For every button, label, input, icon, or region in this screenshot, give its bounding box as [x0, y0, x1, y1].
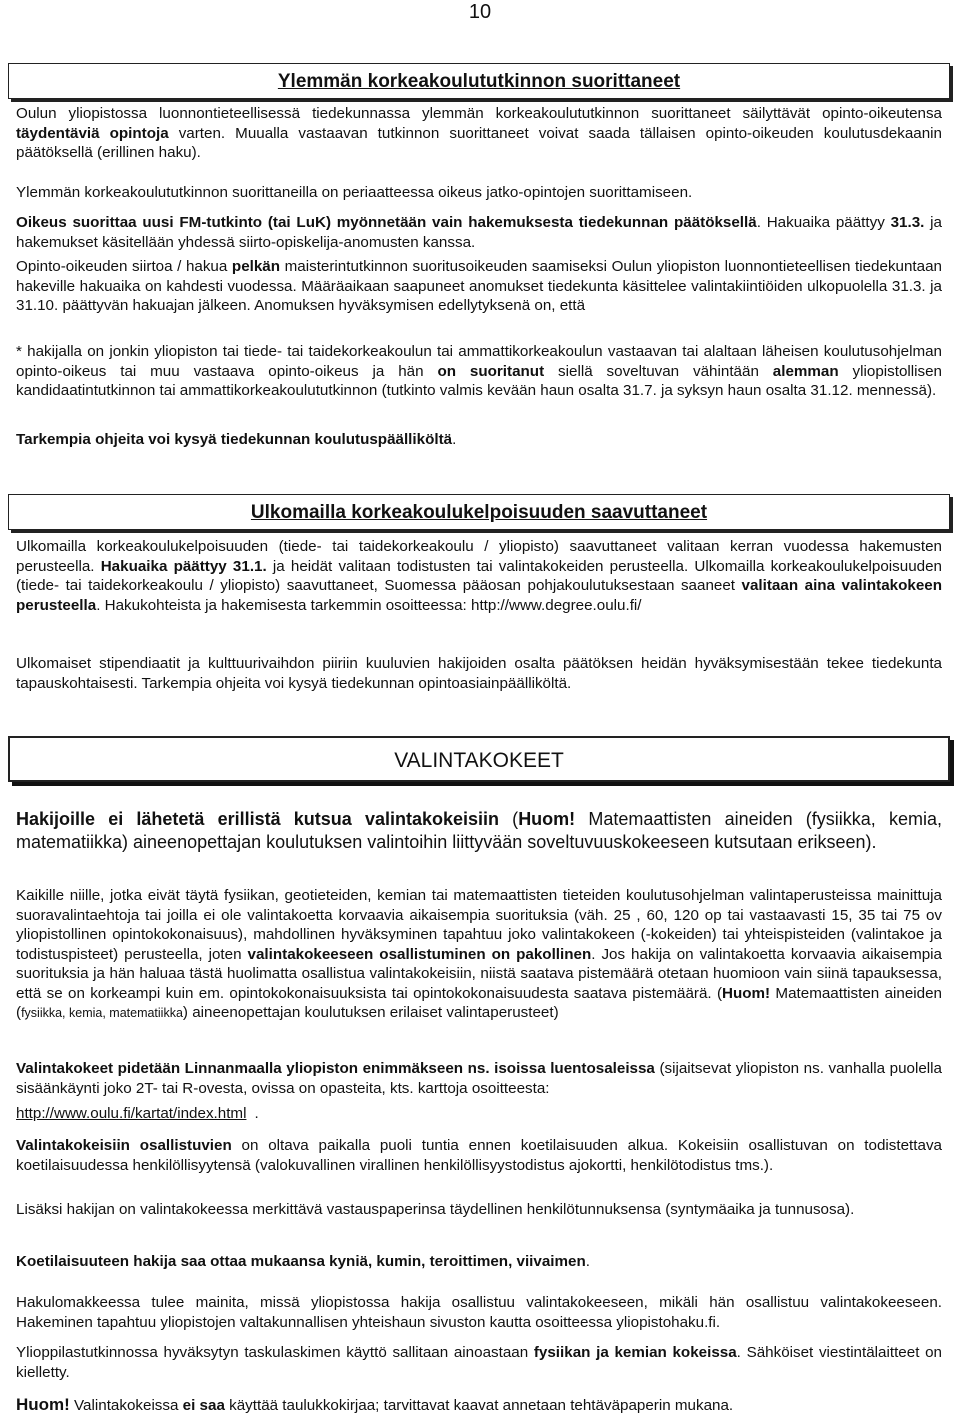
bold-text: valitaan aina valintakokeen perusteella: [16, 577, 942, 614]
text: Matemaattisten aineiden (fysiikka, kemia, matematiikka) aineenopettajan koulutuksen valintoihin liittyvään soveltuvuuskokeeseen kutsutaan erikseen).: [16, 809, 942, 852]
paragraph: [16, 430, 942, 450]
bold-text: Hakijoille ei lähetetä erillistä kutsua valintakokeisiin: [16, 809, 500, 829]
bold-text: Huom!: [518, 809, 576, 829]
text: Oulun yliopistossa luonnontieteellisessä tiedekunnassa ylemmän korkeakoulututkinnon suorittaneet säilyttävät opinto-oikeutensa: [16, 105, 942, 122]
text: Opinto-oikeuden siirtoa / hakua: [16, 258, 232, 275]
text: Matemaattisten aineiden (: [16, 984, 942, 1021]
bold-text: alemman: [772, 362, 839, 380]
paragraph: [16, 537, 942, 615]
text: . Hakukohteista ja hakemisesta tarkemmin osoitteessa: http://www.degree.oulu.fi/: [96, 596, 642, 614]
bold-text: Oikeus suorittaa uusi FM-tutkinto (tai LuK) myönnetään vain hakemuksesta tiedekunnan päätöksellä: [16, 214, 757, 231]
bold-text: Koetilaisuuteen hakija saa ottaa mukaansa kyniä, kumin, teroittimen, viivaimen: [16, 1253, 586, 1270]
paragraph: [16, 1104, 942, 1124]
text: ) aineenopettajan koulutuksen erilaiset valintaperusteet): [182, 1004, 559, 1021]
paragraph: Ulkomaiset stipendiaatit ja kulttuurivaihdon piiriin kuuluvien hakijoiden osalta päätöksen heidän hyväksymisestään tekee tiedekunta tapauskohtaisesti. Tarkempia ohjeita voi kysyä tiedekunnan opintoasiainpäälliköltä.: [16, 655, 942, 692]
paragraph: [16, 1059, 942, 1098]
section-heading: Ulkomailla korkeakoulukelpoisuuden saavuttaneet: [250, 502, 708, 523]
bold-text: 31.3.: [890, 214, 925, 231]
text: Kaikille niille, jotka eivät täytä fysiikan, geotieteiden, kemian tai matemaattisten tieteiden koulutusohjelman valintaperusteissa mainittuja suoravalintaehtoja tai joilla ei ole valintakoetta korvaavia aikaisempia suorituksia (väh. 25 , 60, 120 op tai vastaavasti 15, 35 tai 75 ov yliopistollinen opintokokonaisuus), mahdollinen hyväksyminen tapahtuu joko valintakokeen (-kokeiden) tai yhteispisteiden (valintakoe ja todistuspisteet) perusteella, joten: [16, 887, 942, 963]
paragraph: [16, 257, 942, 316]
text: .: [254, 1105, 259, 1122]
text: yliopistollisen kandidaatintutkinnon tai ammattikorkeakoulututkinnon (tutkinto valmis kevään haun osalta 31.7. ja syksyn haun osalta 31.12. mennessä).: [16, 362, 943, 399]
bold-text: Huom!: [16, 1395, 70, 1414]
text: .: [452, 431, 457, 448]
text: * hakijalla on jonkin yliopiston tai tiede- tai taidekorkeakoulun tai ammattikorkeakoulun vastaavan tai alaltaan läheisen koulutusohjelman opinto-oikeus tai muu vastaava opinto-oikeus ja hän: [16, 343, 942, 380]
bold-text: Valintakokeisiin osallistuvien: [16, 1137, 232, 1154]
paragraph: [16, 1252, 942, 1272]
paragraph: Hakulomakkeessa tulee mainita, missä yliopistossa hakija osallistuu valintakokeeseen, mikäli hän osallistuu valintakokeeseen. Hakeminen tapahtuu yliopistojen valtakunnallisen yhteishaun sivuston kautta osoitteessa yliopistohaku.fi.: [16, 1294, 942, 1331]
paragraph: [16, 808, 942, 854]
text: on oltava paikalla puoli tuntia ennen koetilaisuuden alkua. Kokeisiin osallistuvan on todistettava koetilaisuudessa henkilöllisyytensä (valokuvallinen virallinen henkilöllisyystodistus ajokortti, henkilötodistus tms.).: [16, 1137, 942, 1174]
text: . Hakuaika päättyy: [756, 214, 891, 231]
text: ja hakemukset käsitellään yhdessä siirto-opiskelija-anomusten kanssa.: [16, 214, 942, 251]
bold-text: Huom!: [722, 984, 771, 1002]
bold-text: fysiikan ja kemian kokeissa: [533, 1344, 737, 1361]
paragraph: [16, 213, 942, 252]
section-heading-box: [8, 63, 950, 99]
bold-text: ei saa: [182, 1397, 225, 1414]
text: Ulkomailla korkeakoulukelpoisuuden (tiede- tai taidekorkeakoulu / yliopisto) saavuttaneet valitaan kerran vuodessa hakemusten perusteella.: [16, 538, 942, 575]
text: . Jos hakija on valintakoetta korvaavia aikaisempia suorituksia ja hän haluaa tästä huolimatta osallistua valintakokeisiin, niistä saatava pistemäärä otetaan huomioon vain siinä tapauksessa, että se on korkeampi kuin em. opintokokonaisuuksista tai opintokokonaisuudesta saatava pistemäärä. (: [16, 945, 942, 1002]
text: .: [585, 1253, 590, 1270]
paragraph: Ylemmän korkeakoulututkinnon suorittaneilla on periaatteessa oikeus jatko-opintojen suorittamiseen.: [16, 184, 693, 201]
small-text: fysiikka, kemia, matematiikka: [21, 1006, 183, 1020]
bold-text: pelkän: [231, 258, 281, 275]
paragraph: [16, 1393, 942, 1416]
text: siellä soveltuvan vähintään: [544, 362, 773, 380]
bold-text: valintakokeeseen osallistuminen on pakollinen: [247, 945, 592, 963]
paragraph: [16, 1136, 942, 1175]
section-heading-box: [8, 494, 950, 530]
page-number: 10: [468, 1, 492, 23]
paragraph: [16, 1343, 942, 1382]
text: (sijaitsevat yliopiston ns. vanhalla puolella sisäänkäynti joko 2T- tai R-ovesta, ovissa on opasteita, kts. karttoja osoitteesta:: [16, 1060, 942, 1097]
text: varten. Muualla vastaavan tutkinnon suorittaneet voivat saada tällaisen opinto-oikeuden koulutusdekaanin päätöksellä (erillinen haku).: [16, 124, 942, 161]
text: Ylioppilastutkinnossa hyväksytyn taskulaskimen käyttö sallitaan ainoastaan: [16, 1344, 534, 1361]
paragraph: Lisäksi hakijan on valintakokeessa merkittävä vastauspaperinsa täydellinen henkilötunnuksensa (syntymäaika ja tunnusosa).: [16, 1201, 855, 1218]
text: . Sähköiset viestintälaitteet on kielletty.: [16, 1344, 943, 1381]
bold-text: on suoritanut: [437, 362, 545, 380]
paragraph: [16, 104, 942, 163]
bold-text: Tarkempia ohjeita voi kysyä tiedekunnan koulutuspäälliköltä: [16, 431, 453, 448]
section-heading: VALINTAKOKEET: [394, 749, 564, 772]
paragraph: [16, 342, 942, 401]
section-heading: Ylemmän korkeakoulututkinnon suorittaneet: [277, 71, 681, 92]
bold-text: täydentäviä opintoja: [16, 124, 169, 142]
paragraph: [16, 886, 942, 1024]
text: (: [499, 809, 519, 829]
text: Valintakokeissa: [69, 1397, 183, 1414]
text: käyttää taulukkokirjaa; tarvittavat kaavat annetaan tehtäväpaperin mukana.: [224, 1397, 734, 1414]
bold-text: Valintakokeet pidetään Linnanmaalla yliopiston enimmäkseen ns. isoissa luentosaleissa: [16, 1060, 655, 1077]
text: maisterintutkinnon suoritusoikeuden saamiseksi Oulun yliopiston luonnontieteellisen tiedekuntaan hakeville hakuaika on kahdesti vuodessa. Määräaikaan saapuneet anomukset tiedekunta käsittelee valintakiintiöiden ulkopuolella 31.3. ja 31.10. päättyvän hakuajan jälkeen. Anomuksen hyväksymisen edellytyksenä on, että: [16, 258, 942, 314]
text: ja heidät valitaan todistusten tai valintakokeiden perusteella. Ulkomailla korkeakoulukelpoisuuden (tiede- tai taidekorkeakoulu / yliopisto) saavuttaneet, Suomessa pääosan pohjakoulutuksestaan saaneet: [16, 557, 942, 594]
bold-text: Hakuaika päättyy 31.1.: [100, 557, 267, 575]
map-link[interactable]: http://www.oulu.fi/kartat/index.html: [16, 1105, 247, 1122]
section-heading-box: [8, 736, 950, 782]
